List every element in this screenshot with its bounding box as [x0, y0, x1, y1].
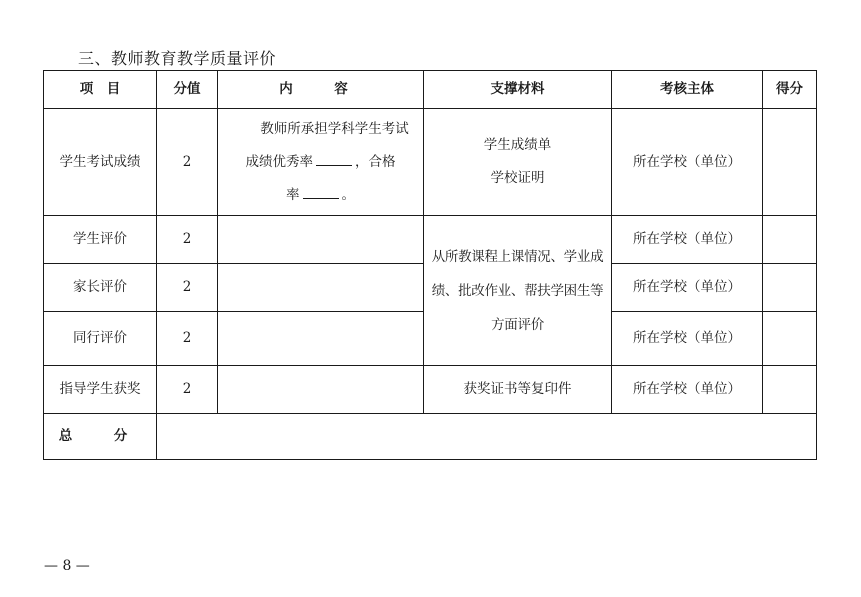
header-materials: 支撑材料	[424, 71, 612, 109]
points-cell	[763, 366, 817, 414]
header-score: 分值	[157, 71, 218, 109]
evaluation-table	[43, 70, 817, 460]
materials-text: 学校证明	[490, 170, 545, 186]
total-row	[44, 414, 817, 460]
materials-text: 学生成绩单	[483, 137, 552, 153]
score-cell: 2	[157, 312, 218, 366]
header-points: 得分	[763, 71, 817, 109]
materials-text: 方面评价	[491, 316, 544, 333]
content-text: 成绩优秀率 ，合格	[245, 153, 396, 170]
table-row	[44, 109, 817, 216]
score-cell: 2	[157, 264, 218, 312]
total-label: 总 分	[44, 414, 157, 460]
materials-cell: 获奖证书等复印件	[424, 366, 612, 414]
header-item: 项 目	[44, 71, 157, 109]
content-cell	[218, 312, 424, 366]
points-cell	[763, 216, 817, 264]
table-row	[44, 216, 817, 264]
content-cell	[218, 109, 424, 216]
content-text: 率 。	[286, 186, 355, 203]
score-cell: 2	[157, 366, 218, 414]
section-title: 三、教师教育教学质量评价	[78, 49, 277, 68]
page-number: — 8 —	[44, 558, 90, 574]
assessor-cell: 所在学校（单位）	[612, 312, 763, 366]
header-content: 内 容	[218, 71, 424, 109]
materials-text: 从所教课程上课情况、学业成	[431, 248, 604, 265]
content-cell	[218, 264, 424, 312]
item-cell: 学生评价	[44, 216, 157, 264]
header-assessor: 考核主体	[612, 71, 763, 109]
fill-blank	[316, 155, 352, 166]
content-text: 教师所承担学科学生考试	[260, 120, 409, 137]
item-cell: 指导学生获奖	[44, 366, 157, 414]
score-cell: 2	[157, 109, 218, 216]
assessor-cell: 所在学校（单位）	[612, 216, 763, 264]
fill-blank	[303, 188, 339, 199]
assessor-cell: 所在学校（单位）	[612, 109, 763, 216]
points-cell	[763, 264, 817, 312]
item-cell: 同行评价	[44, 312, 157, 366]
item-cell: 家长评价	[44, 264, 157, 312]
points-cell	[763, 312, 817, 366]
materials-cell	[424, 109, 612, 216]
assessor-cell: 所在学校（单位）	[612, 366, 763, 414]
assessor-cell: 所在学校（单位）	[612, 264, 763, 312]
item-cell: 学生考试成绩	[44, 109, 157, 216]
total-value-cell	[157, 414, 817, 460]
materials-text: 绩、批改作业、帮扶学困生等	[431, 282, 604, 299]
content-cell	[218, 216, 424, 264]
table-row	[44, 366, 817, 414]
header-row	[44, 71, 817, 109]
merged-materials-cell	[424, 216, 612, 366]
points-cell	[763, 109, 817, 216]
score-cell: 2	[157, 216, 218, 264]
content-cell	[218, 366, 424, 414]
